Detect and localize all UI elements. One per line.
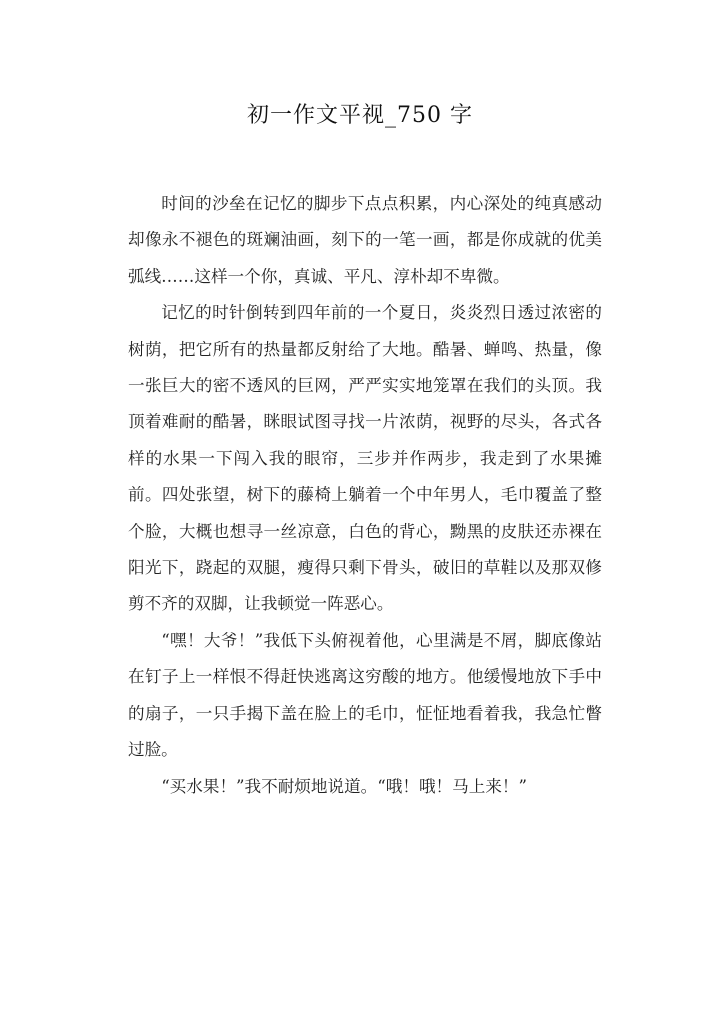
paragraph-1: 时间的沙垒在记忆的脚步下点点积累，内心深处的纯真感动却像永不褪色的斑斓油画，刻下的一笔一画，都是你成就的优美弧线……这样一个你，真诚、平凡、淳朴却不卑微。	[128, 194, 602, 286]
paragraph-2: 记忆的时针倒转到四年前的一个夏日，炎炎烈日透过浓密的树荫，把它所有的热量都反射给了大地。酷暑、蝉鸣、热量，像一张巨大的密不透风的巨网，严严实实地笼罩在我们的头顶。我顶着难耐的酷暑，眯眼试图寻找一片浓荫，视野的尽头，各式各样的水果一下闯入我的眼帘，三步并作两步，我走到了水果摊前。四处张望，树下的藤椅上躺着一个中年男人，毛巾覆盖了整个脸，大概也想寻一丝凉意，白色的背心，黝黑的皮肤还赤裸在阳光下，跷起的双腿，瘦得只剩下骨头，破旧的草鞋以及那双修剪不齐的双脚，让我顿觉一阵恶心。	[128, 303, 602, 614]
document-title: 初一作文平视_750 字	[247, 103, 473, 128]
paragraph-4: “买水果！”我不耐烦地说道。“哦！哦！马上来！”	[161, 776, 527, 796]
document-body	[128, 186, 602, 805]
paragraph-3: “嘿！大爷！”我低下头俯视着他，心里满是不屑，脚底像站在钉子上一样恨不得赶快逃离这穷酸的地方。他缓慢地放下手中的扇子，一只手揭下盖在脸上的毛巾，怔怔地看着我，我急忙瞥过脸。	[128, 630, 602, 760]
